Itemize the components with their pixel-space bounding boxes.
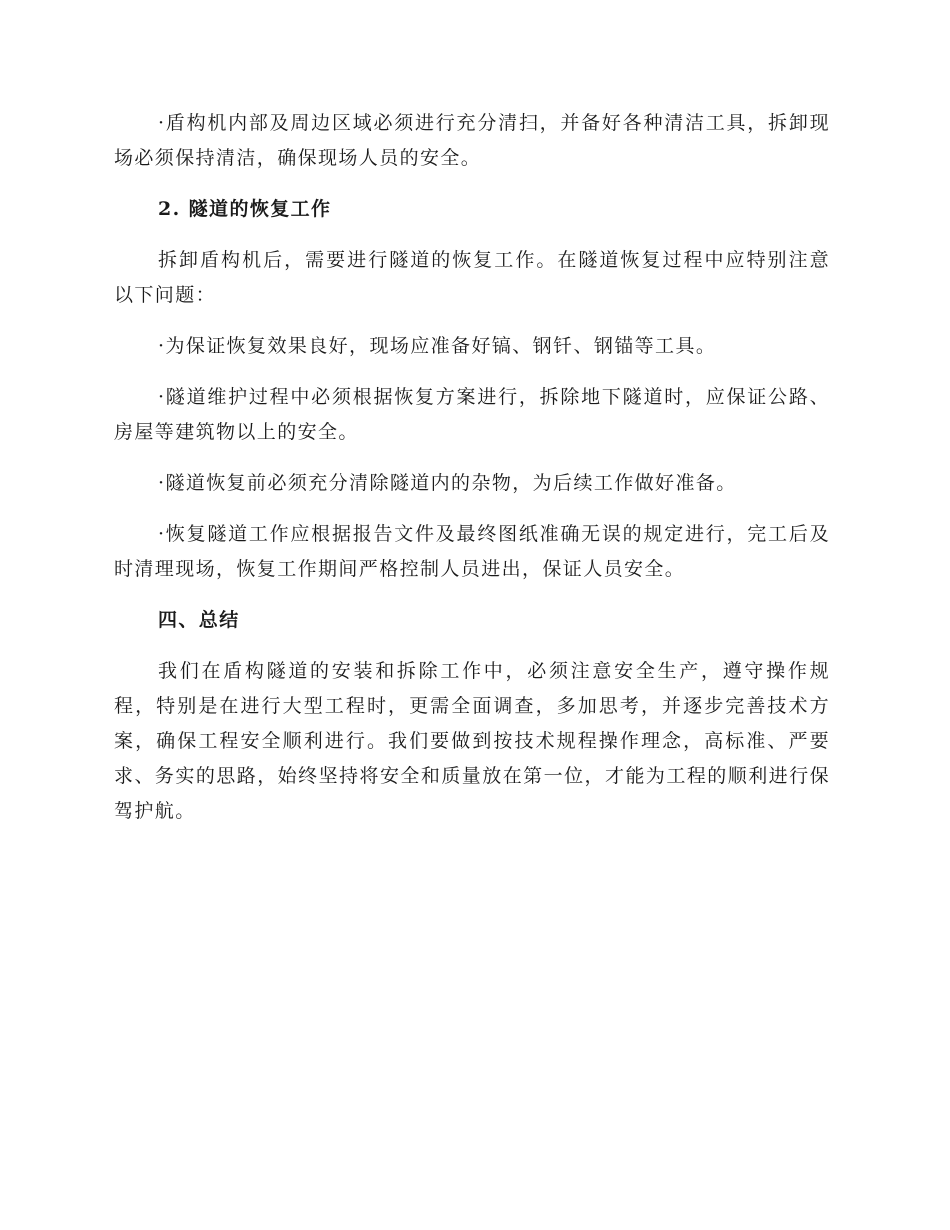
- bullet-final-drawings: ·恢复隧道工作应根据报告文件及最终图纸准确无误的规定进行，完工后及时清理现场，恢复工作期间严格控制人员进出，保证人员安全。: [114, 523, 830, 580]
- bullet-cleaning: ·盾构机内部及周边区域必须进行充分清扫，并备好各种清洁工具，拆卸现场必须保持清洁，确保现场人员的安全。: [114, 112, 830, 169]
- heading-summary: 四、总结: [158, 609, 240, 631]
- bullet-tools: ·为保证恢复效果良好，现场应准备好镐、钢钎、钢锚等工具。: [158, 335, 717, 357]
- bullet-maintenance-plan: ·隧道维护过程中必须根据恢复方案进行，拆除地下隧道时，应保证公路、房屋等建筑物以上的安全。: [114, 386, 830, 443]
- paragraph-restoration-intro: 拆卸盾构机后，需要进行隧道的恢复工作。在隧道恢复过程中应特别注意以下问题：: [114, 249, 830, 306]
- document-page: [114, 106, 830, 845]
- heading-tunnel-restoration: 2. 隧道的恢复工作: [158, 198, 332, 220]
- paragraph-summary: 我们在盾构隧道的安装和拆除工作中，必须注意安全生产，遵守操作规程，特别是在进行大型工程时，更需全面调查，多加思考，并逐步完善技术方案，确保工程安全顺利进行。我们要做到按技术规程操作理念，高标准、严要求、务实的思路，始终坚持将安全和质量放在第一位，才能为工程的顺利进行保驾护航。: [114, 660, 830, 822]
- bullet-debris-removal: ·隧道恢复前必须充分清除隧道内的杂物，为后续工作做好准备。: [158, 472, 737, 494]
